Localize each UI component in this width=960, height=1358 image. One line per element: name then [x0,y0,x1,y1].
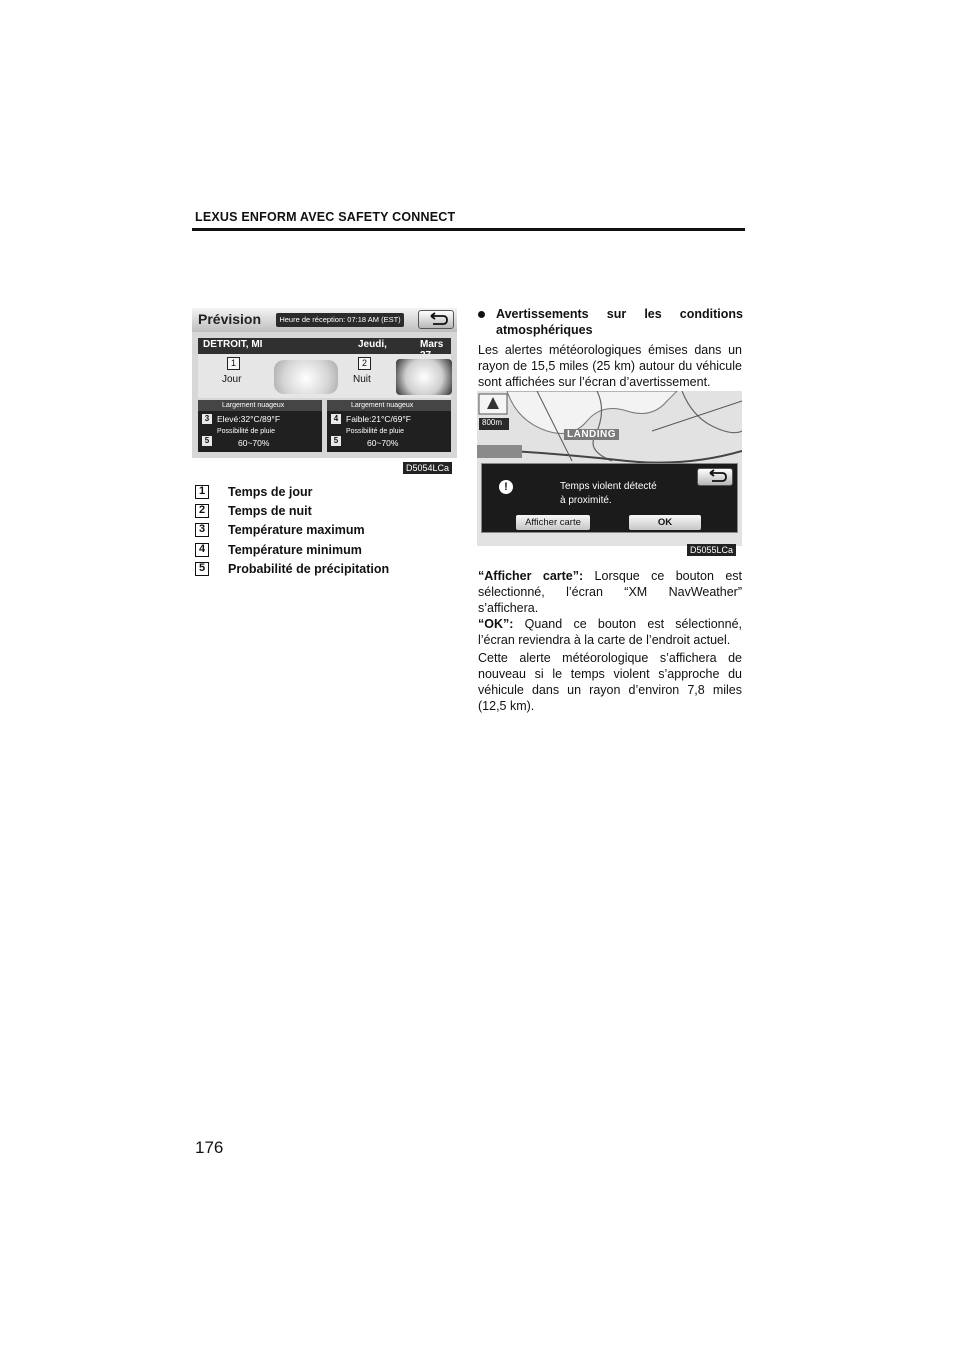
legend-label: Température minimum [228,543,362,557]
page-number: 176 [195,1138,224,1157]
forecast-date: Mars [420,339,444,350]
afficher-paragraph [478,568,742,616]
back-arrow-icon [419,311,453,328]
back-button[interactable] [418,310,454,329]
legend-label: Température maximum [228,523,365,537]
closing-paragraph: Cette alerte météorologique s’affichera de nouveau si le temps violent s’approche du véhicule dans un rayon d’environ 7,8 miles (12,5 km). [478,651,742,713]
back-arrow-icon [698,469,732,485]
day-rain-value: 60~70% [238,438,270,448]
ok-button[interactable]: OK [629,515,701,530]
min-temperature: Faible:21°C/69°F [346,414,411,424]
forecast-top-bar [192,308,457,332]
legend-number: 1 [195,485,209,499]
city-name: DETROIT, MI [203,339,263,350]
legend-number: 4 [195,543,209,557]
legend-label: Temps de nuit [228,504,312,518]
alert-message [560,480,657,508]
legend-number: 2 [195,504,209,518]
legend-label: Temps de jour [228,485,313,499]
max-temperature: Elevé:32°C/89°F [217,414,281,424]
back-button[interactable] [697,468,733,486]
day-cloud-icon [274,360,338,394]
callout-1: 1 [227,357,240,370]
header-rule [192,228,745,231]
weather-alert-screenshot [477,391,742,546]
ok-description: Quand ce bouton est sélectionné, l’écran reviendra à la carte de l’endroit actuel. [478,617,742,647]
alert-message-line1: Temps violent détecté [560,481,657,492]
ok-paragraph [478,616,742,648]
night-condition: Largement nuageux [327,400,451,411]
callout-5-day: 5 [202,436,212,446]
night-cloud-icon [396,359,452,395]
day-forecast-panel [198,400,322,452]
afficher-term: “Afficher carte”: [478,569,584,583]
legend-number: 3 [195,523,209,537]
legend-label: Probabilité de précipitation [228,562,390,576]
alert-image-code: D5055LCa [687,544,736,556]
afficher-carte-button[interactable]: Afficher carte [516,515,590,530]
callout-3: 3 [202,414,212,424]
day-condition: Largement nuageux [198,400,322,411]
day-label: Jour [222,374,242,385]
weather-alert-dialog [481,463,738,533]
night-rain-label: Possibilité de pluie [346,428,404,435]
legend-number: 5 [195,562,209,576]
night-rain-value: 60~70% [367,438,399,448]
weekday: Jeudi, [358,339,387,350]
forecast-screenshot [192,308,457,458]
callout-4: 4 [331,414,341,424]
night-forecast-panel [327,400,451,452]
running-header: LEXUS ENFORM AVEC SAFETY CONNECT [195,210,456,224]
forecast-image-code: D5054LCa [403,462,452,474]
forecast-icons-area [198,354,451,398]
map-scale: 800m [482,418,503,427]
reception-time: Heure de réception: 07:18 AM (EST) [276,313,404,327]
map-place-label: LANDING [564,429,619,440]
forecast-title: Prévision [198,311,262,327]
night-label: Nuit [353,374,371,385]
callout-5-night: 5 [331,436,341,446]
city-date-bar [198,338,451,354]
section-heading-line1: Avertissements sur les conditions [496,307,743,321]
afficher-description: Lorsque ce bouton est sélectionné, l’écran “XM NavWeather” s’affichera. [478,569,742,615]
ok-term: “OK”: [478,617,514,631]
callout-2: 2 [358,357,371,370]
warning-icon: ! [499,480,513,494]
section-heading-line2: atmosphériques [496,323,593,337]
intro-paragraph: Les alertes météorologiques émises dans un rayon de 15,5 miles (25 km) autour du véhicule sont affichées sur l’écran d’avertissement. [478,343,742,389]
day-rain-label: Possibilité de pluie [217,428,275,435]
alert-message-line2: à proximité. [560,495,612,506]
bullet-icon [478,311,485,318]
